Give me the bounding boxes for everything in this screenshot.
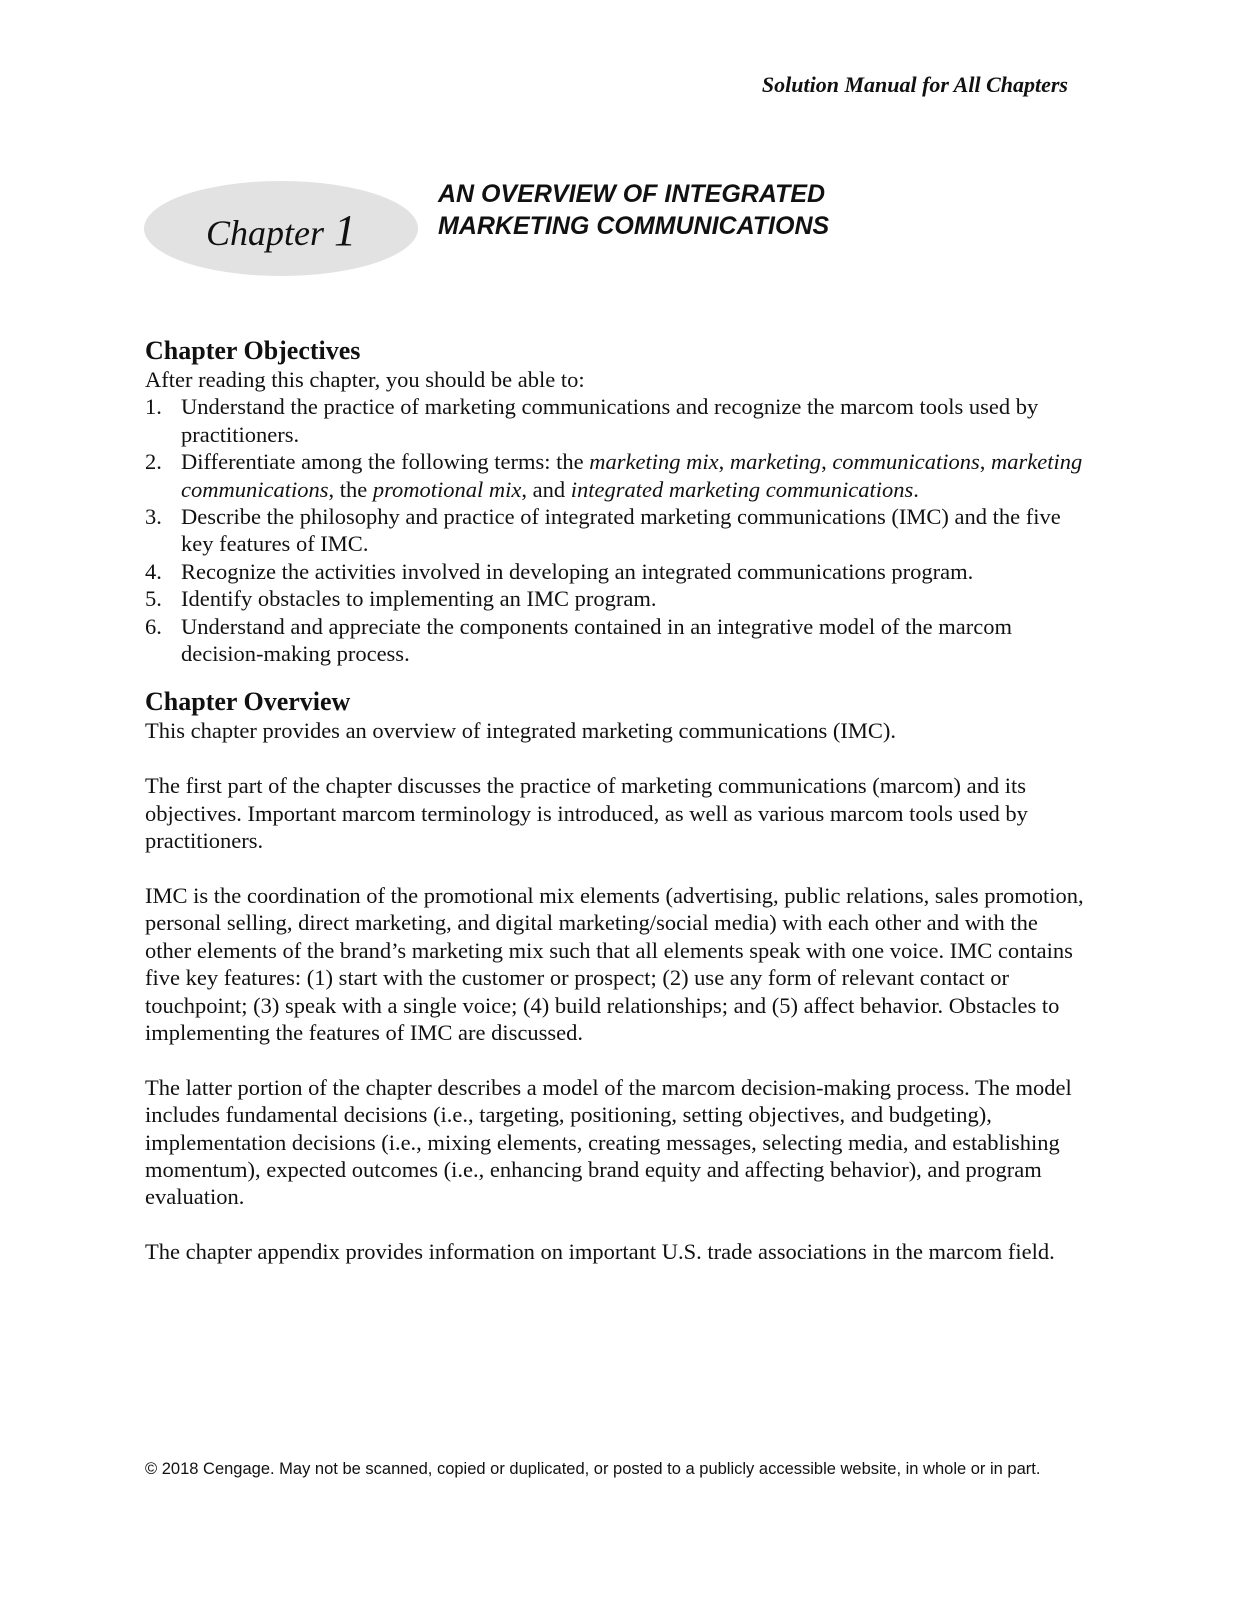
chapter-title	[438, 178, 829, 242]
objective-number: 1.	[145, 394, 162, 420]
objective-text: Identify obstacles to implementing an IMC program.	[181, 586, 657, 612]
objective-item-4	[145, 558, 1085, 585]
objective-item-3	[145, 503, 1085, 558]
overview-paragraph-1: This chapter provides an overview of integrated marketing communications (IMC).	[145, 718, 897, 744]
chapter-badge	[144, 181, 418, 276]
objective-number: 4.	[145, 558, 162, 584]
objective-text: Understand the practice of marketing communications and recognize the marcom tools used by practitioners.	[181, 394, 1039, 447]
objective-text: Recognize the activities involved in developing an integrated communications program.	[181, 558, 974, 584]
objective-text-part: , and	[521, 476, 571, 502]
term-imc: integrated marketing communications	[570, 476, 914, 502]
chapter-title-line-2: MARKETING COMMUNICATIONS	[438, 212, 830, 240]
overview-paragraph-4: The latter portion of the chapter describes a model of the marcom decision-making process. The model includes fundamental decisions (i.e., targeting, positioning, setting objectives, and budgeting), implementation decisions (i.e., mixing elements, creating messages, selecting media, and establishing momentum), expected outcomes (i.e., enhancing brand equity and affecting behavior), and program evaluation.	[145, 1074, 1072, 1210]
objectives-list	[145, 393, 1085, 667]
objective-text: Understand and appreciate the components contained in an integrative model of the marcom decision-making process.	[181, 613, 1012, 667]
copyright-footer: © 2018 Cengage. May not be scanned, copied or duplicated, or posted to a publicly accessible website, in whole or in part.	[145, 1460, 1041, 1478]
objective-text	[181, 449, 1082, 501]
objective-text-part: ,	[979, 449, 992, 475]
chapter-label-text: Chapter	[205, 213, 324, 253]
objective-item-1	[145, 393, 1085, 448]
objective-text-part: , the	[328, 476, 373, 502]
overview-heading: Chapter Overview	[145, 687, 351, 717]
running-header: Solution Manual for All Chapters	[761, 72, 1068, 97]
term-marketing: marketing	[729, 449, 822, 475]
objectives-heading: Chapter Objectives	[145, 336, 361, 365]
term-promotional-mix: promotional mix	[372, 476, 522, 502]
chapter-number: 1	[334, 206, 356, 255]
objective-number: 2.	[145, 449, 162, 475]
objective-item-5	[145, 585, 1085, 612]
objective-number: 5.	[145, 586, 162, 612]
objective-number: 6.	[145, 613, 162, 639]
chapter-label	[206, 205, 356, 256]
objective-text-part: .	[913, 476, 919, 502]
objective-text-part: ,	[821, 449, 833, 475]
objective-text-part: Differentiate among the following terms: the	[181, 449, 590, 475]
overview-paragraph-5: The chapter appendix provides information on important U.S. trade associations in the marcom field.	[145, 1239, 1055, 1265]
objective-text: Describe the philosophy and practice of integrated marketing communications (IMC) and the five key features of IMC.	[181, 504, 1061, 557]
term-communications: communications	[832, 449, 980, 475]
objective-number: 3.	[145, 504, 162, 530]
objectives-intro: After reading this chapter, you should be able to:	[145, 367, 585, 392]
term-marketing-communications: marketing communications	[181, 449, 1083, 502]
overview-paragraph-3: IMC is the coordination of the promotional mix elements (advertising, public relations, sales promotion, personal selling, direct marketing, and digital marketing/social media) with each other and with the other elements of the brand’s marketing mix such that all elements speak with one voice. IMC contains five key features: (1) start with the customer or prospect; (2) use any form of relevant contact or touchpoint; (3) speak with a single voice; (4) build relationships; and (5) affect behavior. Obstacles to implementing the features of IMC are discussed.	[145, 882, 1084, 1045]
chapter-title-line-1: AN OVERVIEW OF INTEGRATED	[438, 180, 826, 208]
objective-item-6	[145, 613, 1085, 668]
objective-item-2	[145, 448, 1085, 503]
overview-paragraph-2: The first part of the chapter discusses the practice of marketing communications (marcom) and its objectives. Important marcom terminology is introduced, as well as various marcom tools used by practitioners.	[145, 773, 1028, 854]
main-content	[145, 336, 1085, 1266]
term-marketing-mix: marketing mix	[589, 449, 719, 475]
objective-text-part: ,	[718, 449, 730, 475]
